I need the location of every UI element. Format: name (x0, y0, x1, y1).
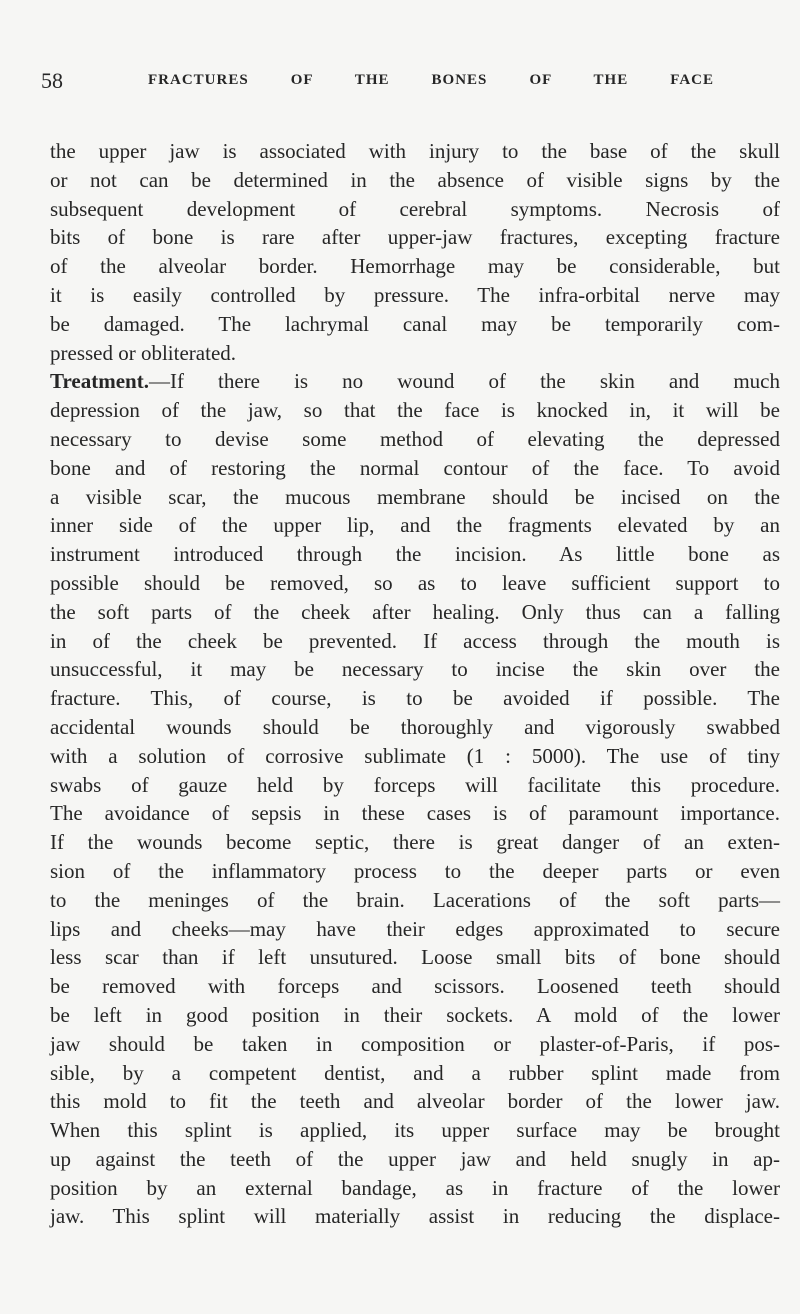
text-line: to the meninges of the brain. Lacerations of the soft parts— (50, 887, 780, 912)
text-line: jaw. This splint will materially assist in reducing the displace- (50, 1204, 780, 1229)
text-line: bone and of restoring the normal contour of the face. To avoid (50, 455, 780, 480)
running-header (0, 68, 800, 92)
text-line: sion of the inflammatory process to the deeper parts or even (50, 858, 780, 883)
text-line (50, 367, 780, 396)
text-line: The avoidance of sepsis in these cases is of paramount importance. (50, 801, 780, 826)
text-line: it is easily controlled by pressure. The infra-orbital nerve may (50, 282, 780, 307)
text-line: sible, by a competent dentist, and a rubber splint made from (50, 1060, 780, 1085)
text-line: instrument introduced through the incision. As little bone as (50, 542, 780, 567)
text-line: subsequent development of cerebral symptoms. Necrosis of (50, 196, 780, 221)
text-line: swabs of gauze held by forceps will facilitate this procedure. (50, 772, 780, 797)
page-number: 58 (41, 68, 63, 93)
text-line: in of the cheek be prevented. If access through the mouth is (50, 628, 780, 653)
text-line: If the wounds become septic, there is great danger of an exten- (50, 830, 780, 855)
text-line: accidental wounds should be thoroughly and vigorously swabbed (50, 714, 780, 739)
section-heading-treatment: Treatment. (50, 369, 149, 394)
text-line: bits of bone is rare after upper-jaw fractures, excepting fracture (50, 225, 780, 250)
text-line: fracture. This, of course, is to be avoided if possible. The (50, 686, 780, 711)
text-line: be removed with forceps and scissors. Loosened teeth should (50, 974, 780, 999)
text-line-content: —If there is no wound of the skin and much (148, 369, 780, 394)
text-line: a visible scar, the mucous membrane should be incised on the (50, 484, 780, 509)
text-line: the soft parts of the cheek after healing. Only thus can a falling (50, 599, 780, 624)
text-line: position by an external bandage, as in fracture of the lower (50, 1175, 780, 1200)
body-text (50, 137, 780, 1231)
text-line: jaw should be taken in composition or plaster-of-Paris, if pos- (50, 1031, 780, 1056)
running-title: FRACTURES OF THE BONES OF THE FACE (148, 72, 714, 88)
text-line: unsuccessful, it may be necessary to incise the skin over the (50, 657, 780, 682)
text-line: inner side of the upper lip, and the fragments elevated by an (50, 513, 780, 538)
text-line: up against the teeth of the upper jaw and held snugly in ap- (50, 1146, 780, 1171)
text-line: with a solution of corrosive sublimate (1 : 5000). The use of tiny (50, 743, 780, 768)
text-line: be left in good position in their sockets. A mold of the lower (50, 1002, 780, 1027)
text-line: necessary to devise some method of elevating the depressed (50, 426, 780, 451)
text-line: When this splint is applied, its upper surface may be brought (50, 1118, 780, 1143)
text-line: the upper jaw is associated with injury to the base of the skull (50, 139, 780, 163)
text-line: depression of the jaw, so that the face is knocked in, it will be (50, 398, 780, 423)
text-line: or not can be determined in the absence of visible signs by the (50, 167, 780, 192)
text-line: be damaged. The lachrymal canal may be temporarily com- (50, 311, 780, 336)
text-line: less scar than if left unsutured. Loose small bits of bone should (50, 945, 780, 970)
text-line: this mold to fit the teeth and alveolar border of the lower jaw. (50, 1089, 780, 1114)
text-line: possible should be removed, so as to leave sufficient support to (50, 570, 780, 595)
text-line: of the alveolar border. Hemorrhage may be considerable, but (50, 254, 780, 279)
text-line: pressed or obliterated. (50, 340, 237, 365)
text-line: lips and cheeks—may have their edges approximated to secure (50, 916, 780, 941)
